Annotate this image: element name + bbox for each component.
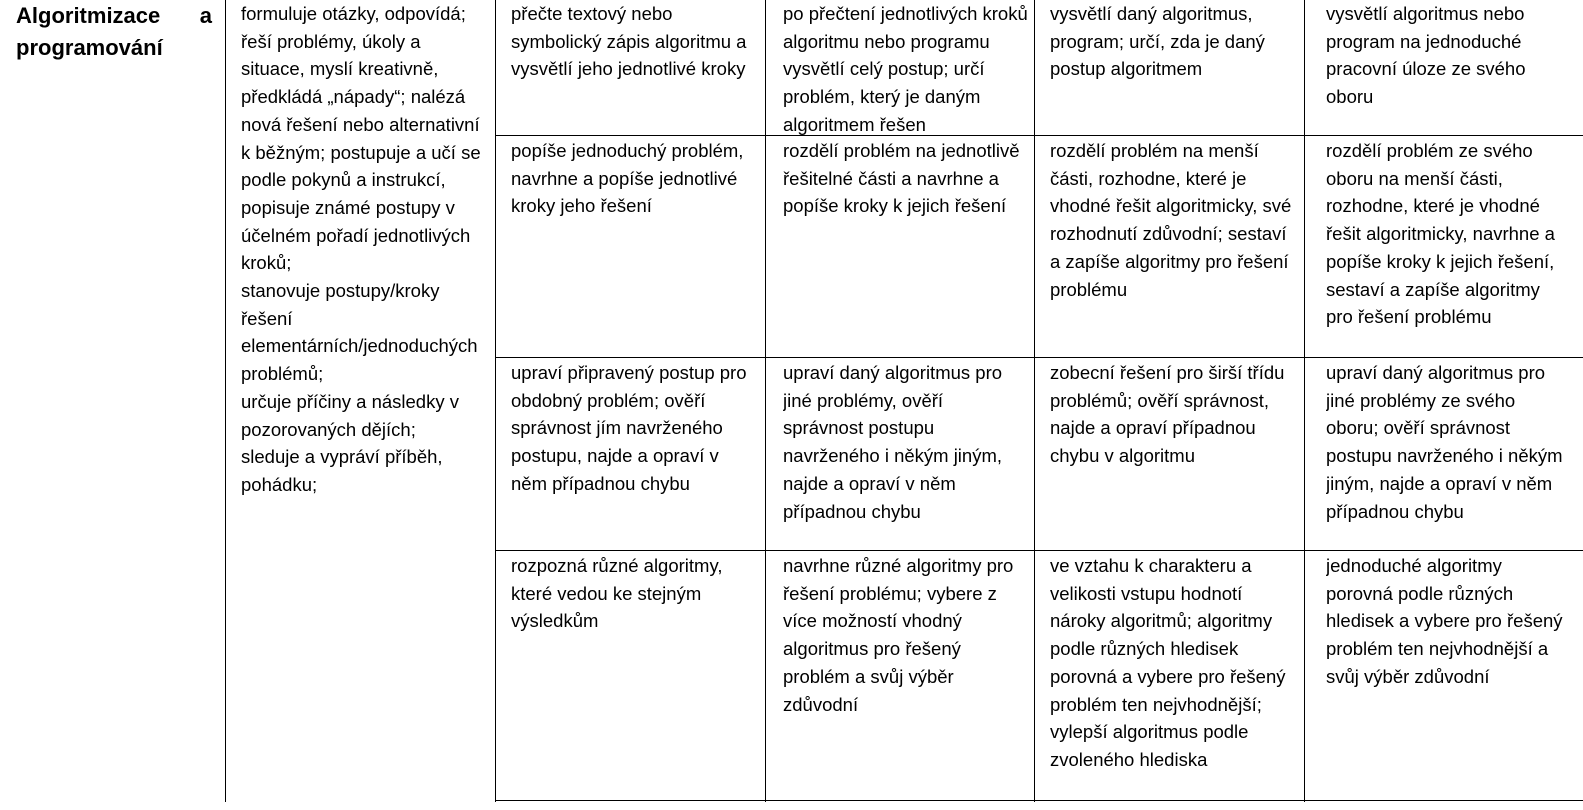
table-border-col5: [1304, 0, 1305, 802]
table-cell: upraví daný algoritmus pro jiné problémy ze svého oboru; ověří správnost postupu navrženého i někým jiným, najde a opraví v něm případnou chybu: [1326, 362, 1563, 522]
row-divider-1: [495, 135, 1583, 136]
table-cell: vysvětlí daný algoritmus, program; určí, zda je daný postup algoritmem: [1050, 3, 1265, 80]
table-border-col1: [225, 0, 226, 802]
table-border-col3: [765, 0, 766, 802]
table-cell: přečte textový nebo symbolický zápis algoritmu a vysvětlí jeho jednotlivé kroky: [511, 3, 747, 80]
table-cell: rozdělí problém na menší části, rozhodne, které je vhodné řešit algoritmicky, své rozhodnutí zdůvodní; sestaví a zapíše algoritmy pro řešení problému: [1050, 140, 1292, 300]
table-cell: po přečtení jednotlivých kroků algoritmu nebo programu vysvětlí celý postup; určí problém, který je daným algoritmem řešen: [783, 3, 1028, 135]
topic-heading: Algoritmizace a programování: [16, 3, 212, 60]
table-cell: upraví daný algoritmus pro jiné problémy, ověří správnost postupu navrženého i někým jiným, najde a opraví v něm případnou chybu: [783, 362, 1003, 522]
table-cell: upraví připravený postup pro obdobný problém; ověří správnost jím navrženého postupu, najde a opraví v něm případnou chybu: [511, 362, 747, 494]
table-cell: vysvětlí algoritmus nebo program na jednoduché pracovní úloze ze svého oboru: [1326, 3, 1526, 108]
competencies-text: formuluje otázky, odpovídá; řeší problémy, úkoly a situace, myslí kreativně, předkládá „nápady“; nalézá nová řešení nebo alternativní k běžným; postupuje a učí se podle pokynů a instrukcí, popisuje známé postupy v účelném pořadí jednotlivých kroků; stanovuje postupy/kroky řešení elementárních/jednoduchých problémů; určuje příčiny a následky v pozorovaných dějích; sleduje a vypráví příběh, pohádku;: [241, 3, 481, 495]
table-cell: rozpozná různé algoritmy, které vedou ke stejným výsledkům: [511, 555, 723, 632]
row-divider-3: [495, 550, 1583, 551]
table-border-col2: [495, 0, 496, 802]
table-cell: navrhne různé algoritmy pro řešení problému; vybere z více možností vhodný algoritmus pro řešený problém a svůj výběr zdůvodní: [783, 555, 1014, 715]
table-cell: popíše jednoduchý problém, navrhne a popíše jednotlivé kroky jeho řešení: [511, 140, 744, 217]
row-divider-4: [495, 800, 1583, 801]
row-divider-2: [495, 357, 1583, 358]
table-cell: rozdělí problém na jednotlivě řešitelné části a navrhne a popíše kroky k jejich řešení: [783, 140, 1020, 217]
table-cell: rozdělí problém ze svého oboru na menší části, rozhodne, které je vhodné řešit algoritmicky, navrhne a popíše kroky k jejich řešení, sestaví a zapíše algoritmy pro řešení problému: [1326, 140, 1555, 328]
table-cell: ve vztahu k charakteru a velikosti vstupu hodnotí nároky algoritmů; algoritmy podle různých hledisek porovná a vybere pro řešený problém ten nejvhodnější; vylepší algoritmus podle zvoleného hlediska: [1050, 555, 1286, 770]
table-cell: jednoduché algoritmy porovná podle různých hledisek a vybere pro řešený problém ten nejvhodnější a svůj výběr zdůvodní: [1326, 555, 1563, 687]
table-border-col4: [1034, 0, 1035, 802]
table-cell: zobecní řešení pro širší třídu problémů; ověří správnost, najde a opraví případnou chybu v algoritmu: [1050, 362, 1285, 467]
